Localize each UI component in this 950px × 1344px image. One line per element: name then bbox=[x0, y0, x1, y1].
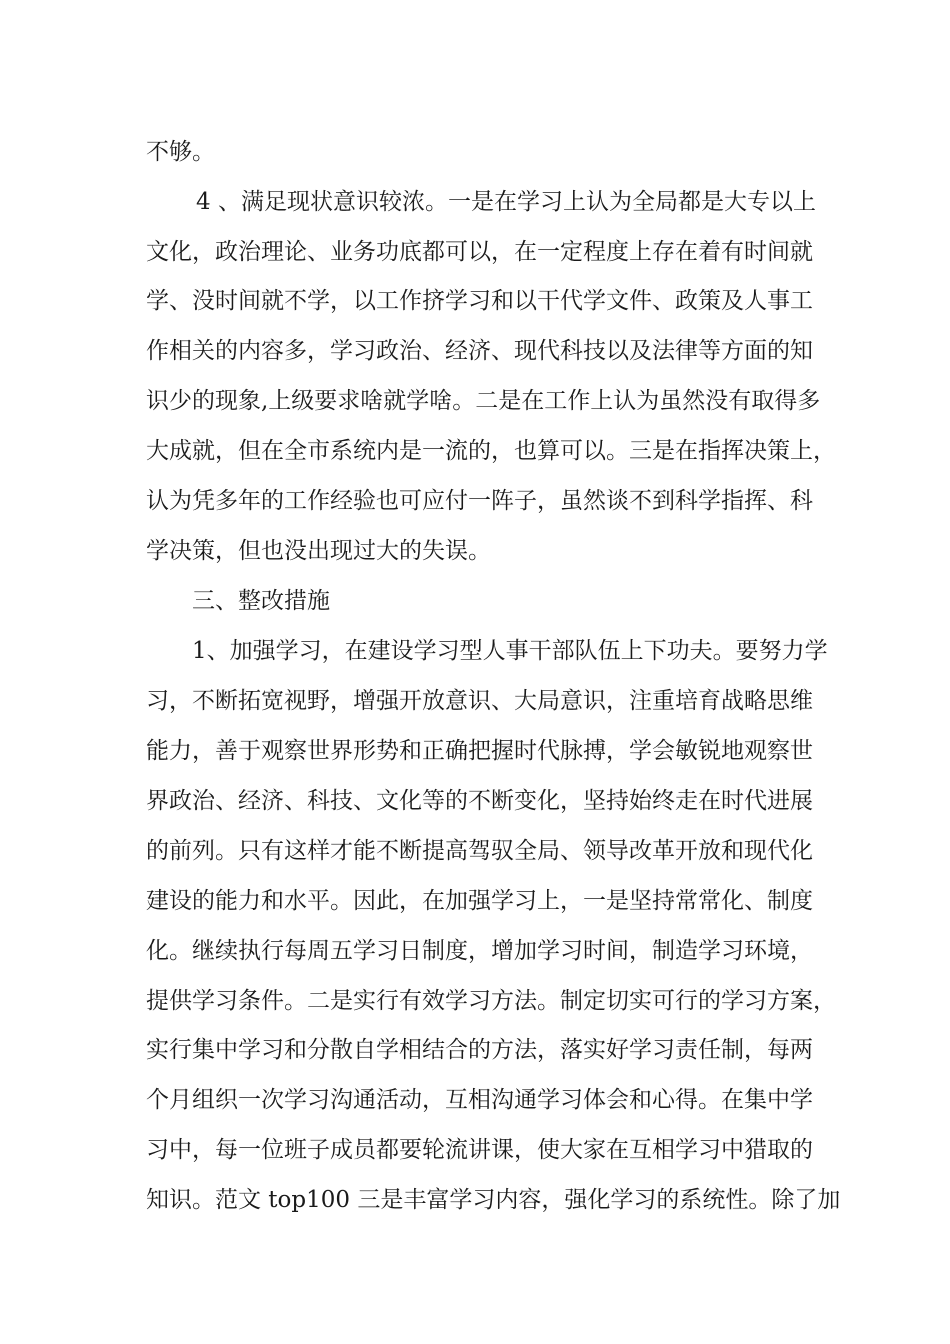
text-line: 能力，善于观察世界形势和正确把握时代脉搏，学会敏锐地观察世 bbox=[146, 738, 813, 764]
text-line: 化。继续执行每周五学习日制度，增加学习时间，制造学习环境， bbox=[146, 938, 813, 964]
text-line-item-1-start: 1、加强学习，在建设学习型人事干部队伍上下功夫。要努力学 bbox=[192, 638, 828, 664]
text-line: 建设的能力和水平。因此，在加强学习上，一是坚持常常化、制度 bbox=[146, 888, 813, 914]
text-line-continuation: 不够。 bbox=[146, 139, 215, 165]
text-line: 的前列。只有这样才能不断提高驾驭全局、领导改革开放和现代化 bbox=[146, 838, 813, 864]
text-line: 学、没时间就不学，以工作挤学习和以干代学文件、政策及人事工 bbox=[146, 288, 813, 314]
text-line: 个月组织一次学习沟通活动，互相沟通学习体会和心得。在集中学 bbox=[146, 1087, 813, 1113]
text-line: 习中，每一位班子成员都要轮流讲课，使大家在互相学习中猎取的 bbox=[146, 1137, 813, 1163]
text-line: 识少的现象,上级要求啥就学啥。二是在工作上认为虽然没有取得多 bbox=[146, 388, 821, 414]
text-line: 习，不断拓宽视野，增强开放意识、大局意识，注重培育战略思维 bbox=[146, 688, 813, 714]
text-line: 文化，政治理论、业务功底都可以，在一定程度上存在着有时间就 bbox=[146, 239, 813, 265]
text-line: 知识。范文 top100 三是丰富学习内容，强化学习的系统性。除了加 bbox=[146, 1187, 841, 1213]
text-line: 学决策，但也没出现过大的失误。 bbox=[146, 538, 491, 564]
section-heading: 三、整改措施 bbox=[192, 588, 330, 614]
text-line: 认为凭多年的工作经验也可应付一阵子，虽然谈不到科学指挥、科 bbox=[146, 488, 813, 514]
text-line: 界政治、经济、科技、文化等的不断变化，坚持始终走在时代进展 bbox=[146, 788, 813, 814]
text-line: 大成就，但在全市系统内是一流的，也算可以。三是在指挥决策上， bbox=[146, 438, 836, 464]
text-line: 实行集中学习和分散自学相结合的方法，落实好学习责任制，每两 bbox=[146, 1037, 813, 1063]
text-line: 作相关的内容多，学习政治、经济、现代科技以及法律等方面的知 bbox=[146, 338, 813, 364]
text-line: 提供学习条件。二是实行有效学习方法。制定切实可行的学习方案， bbox=[146, 988, 836, 1014]
text-line-item-4-start: 4 、满足现状意识较浓。一是在学习上认为全局都是大专以上 bbox=[196, 189, 816, 215]
